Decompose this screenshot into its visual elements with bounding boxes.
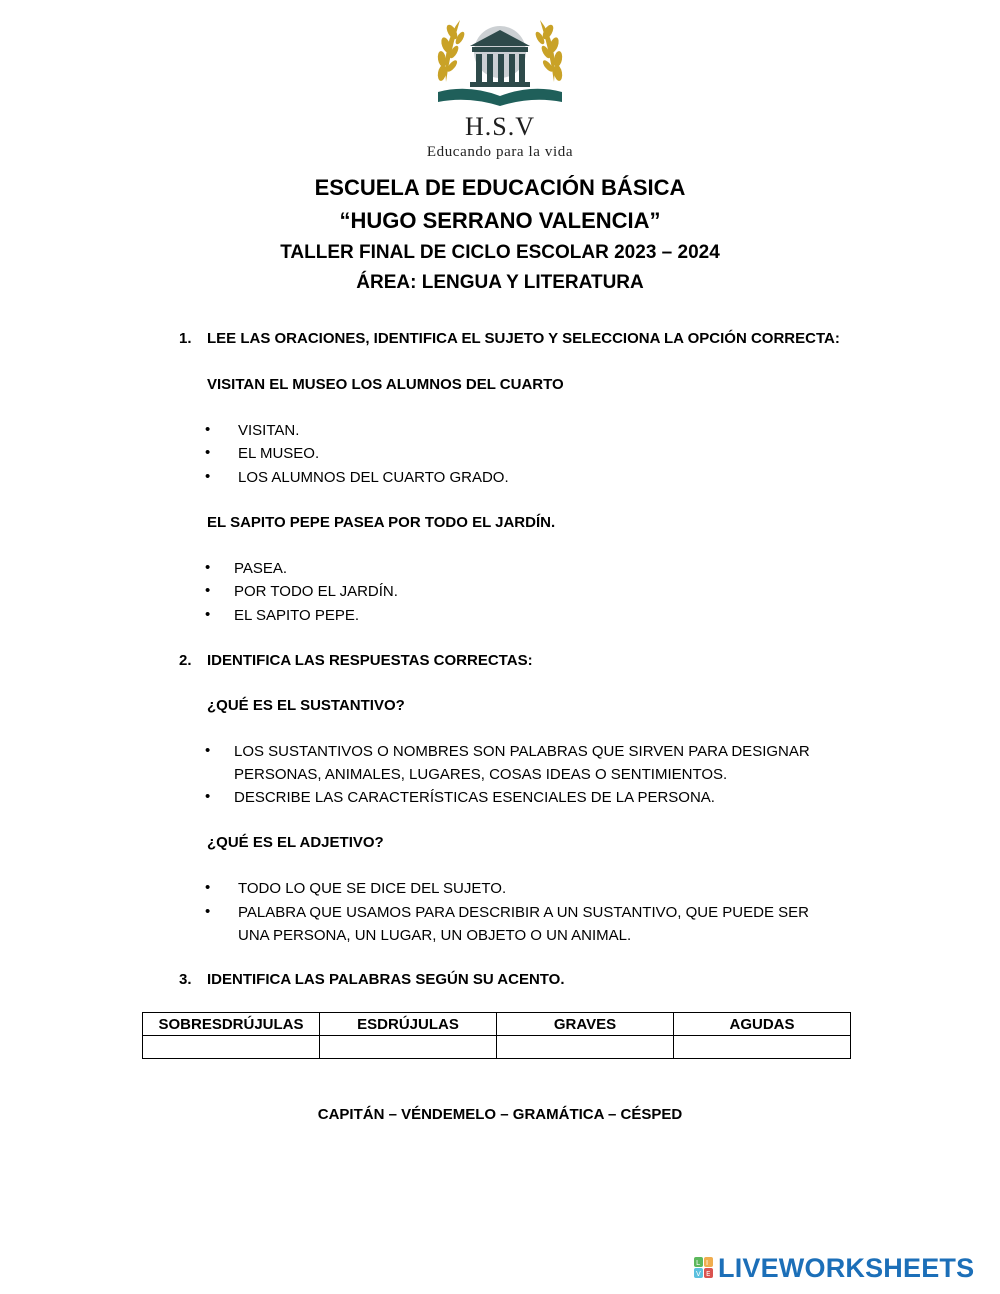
question-title: IDENTIFICA LAS RESPUESTAS CORRECTAS: — [207, 652, 533, 669]
answer-option[interactable]: POR TODO EL JARDÍN. — [234, 583, 398, 600]
answer-option[interactable]: PASEA. — [234, 560, 288, 577]
answer-option[interactable]: EL SAPITO PEPE. — [234, 607, 360, 624]
definition-prompt: ¿QUÉ ES EL SUSTANTIVO? — [207, 697, 405, 714]
badge-letter-l: L — [696, 1259, 700, 1267]
answer-drop-cell[interactable] — [320, 1036, 497, 1059]
answer-option-line[interactable]: PERSONAS, ANIMALES, LUGARES, COSAS IDEAS O SENTIMIENTOS. — [234, 766, 728, 783]
answer-drop-cell[interactable] — [674, 1036, 851, 1059]
liveworksheets-brand-text: LIVEWORKSHEETS — [718, 1253, 975, 1283]
area-heading: ÁREA: LENGUA Y LITERATURA — [356, 272, 644, 293]
table-header-cell: AGUDAS — [674, 1013, 851, 1036]
logo-abbreviation: H.S.V — [464, 112, 535, 141]
answer-option[interactable]: DESCRIBE LAS CARACTERÍSTICAS ESENCIALES DE LA PERSONA. — [234, 789, 715, 806]
bullet-icon: • — [205, 903, 211, 920]
table-header-cell: SOBRESDRÚJULAS — [143, 1013, 320, 1036]
question-number: 2. — [179, 652, 192, 669]
badge-letter-e: E — [706, 1270, 711, 1278]
table-header-cell: GRAVES — [497, 1013, 674, 1036]
question-number: 1. — [179, 330, 192, 347]
laurel-left-icon — [437, 20, 466, 82]
workshop-heading: TALLER FINAL DE CICLO ESCOLAR 2023 – 2024 — [280, 242, 720, 263]
laurel-right-icon — [534, 20, 563, 82]
question-title: LEE LAS ORACIONES, IDENTIFICA EL SUJETO Y SELECCIONA LA OPCIÓN CORRECTA: — [207, 330, 840, 347]
sentence-prompt: EL SAPITO PEPE PASEA POR TODO EL JARDÍN. — [207, 514, 556, 531]
definition-prompt: ¿QUÉ ES EL ADJETIVO? — [207, 834, 384, 851]
table-header-row — [143, 1013, 851, 1036]
answer-option[interactable]: EL MUSEO. — [238, 445, 320, 462]
badge-letter-i: I — [706, 1259, 709, 1267]
bullet-icon: • — [205, 582, 211, 599]
answer-option[interactable]: TODO LO QUE SE DICE DEL SUJETO. — [238, 880, 507, 897]
school-name-heading: “HUGO SERRANO VALENCIA” — [339, 208, 661, 233]
table-row — [143, 1036, 851, 1059]
bullet-icon: • — [205, 468, 211, 485]
answer-option[interactable]: LOS ALUMNOS DEL CUARTO GRADO. — [238, 469, 509, 486]
answer-option[interactable]: VISITAN. — [238, 422, 300, 439]
bullet-icon: • — [205, 444, 211, 461]
word-bank: CAPITÁN – VÉNDEMELO – GRAMÁTICA – CÉSPED — [317, 1106, 683, 1123]
answer-option-line[interactable]: LOS SUSTANTIVOS O NOMBRES SON PALABRAS QUE SIRVEN PARA DESIGNAR — [234, 743, 810, 760]
bullet-icon: • — [205, 788, 211, 805]
table-header-cell: ESDRÚJULAS — [320, 1013, 497, 1036]
school-type-heading: ESCUELA DE EDUCACIÓN BÁSICA — [314, 175, 686, 200]
bullet-icon: • — [205, 879, 211, 896]
school-crest-icon — [430, 12, 570, 112]
sentence-prompt: VISITAN EL MUSEO LOS ALUMNOS DEL CUARTO — [207, 376, 564, 393]
answer-option-line[interactable]: UNA PERSONA, UN LUGAR, UN OBJETO O UN ANIMAL. — [238, 927, 632, 944]
school-logo — [426, 12, 574, 162]
bullet-icon: • — [205, 742, 211, 759]
liveworksheets-badge-icon — [694, 1257, 714, 1279]
accent-classification-table — [142, 1012, 851, 1059]
question-number: 3. — [179, 971, 192, 988]
bullet-icon: • — [205, 421, 211, 438]
bullet-icon: • — [205, 559, 211, 576]
answer-option-line[interactable]: PALABRA QUE USAMOS PARA DESCRIBIR A UN SUSTANTIVO, QUE PUEDE SER — [238, 904, 809, 921]
bullet-icon: • — [205, 606, 211, 623]
badge-letter-v: V — [696, 1270, 701, 1278]
answer-drop-cell[interactable] — [497, 1036, 674, 1059]
answer-drop-cell[interactable] — [143, 1036, 320, 1059]
question-title: IDENTIFICA LAS PALABRAS SEGÚN SU ACENTO. — [207, 971, 565, 988]
logo-motto: Educando para la vida — [426, 144, 574, 160]
